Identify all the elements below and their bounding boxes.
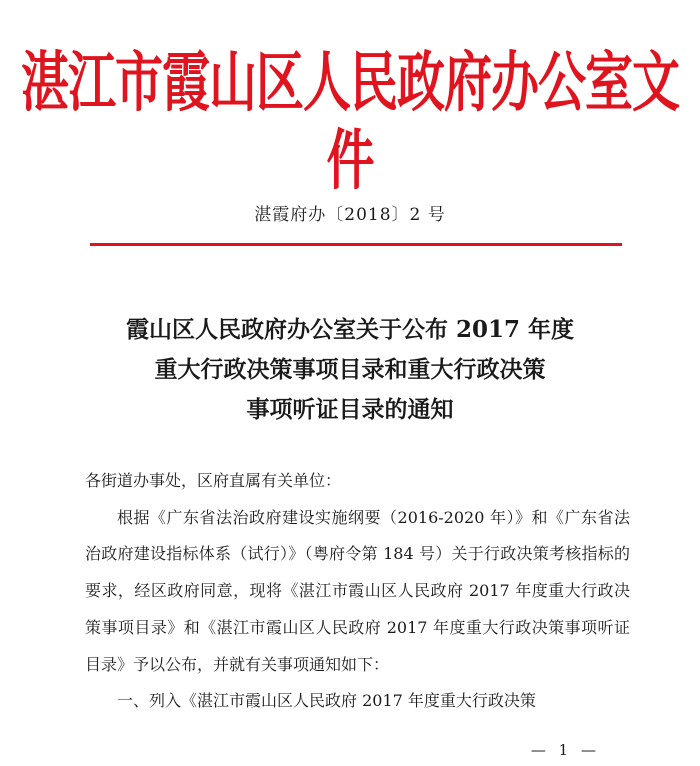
title-line-1: 霞山区人民政府办公室关于公布 2017 年度	[125, 316, 575, 343]
body-paragraph-2: 一、列入《湛江市霞山区人民政府 2017 年度重大行政决策	[117, 691, 536, 711]
document-body	[85, 463, 630, 720]
page-number: — 1 —	[530, 741, 600, 759]
document-masthead: 湛江市霞山区人民政府办公室文件	[20, 45, 679, 199]
red-divider-line	[90, 243, 622, 246]
document-title	[0, 310, 700, 430]
salutation: 各街道办事处，区府直属有关单位：	[85, 471, 342, 490]
body-paragraph-1: 根据《广东省法治政府建设实施纲要（2016-2020 年）》和《广东省法治政府建设指标体系（试行）》（粤府令第 184 号）关于行政决策考核指标的要求，经区政府同意，现将《湛江市霞山区人民政府 2017 年度重大行政决策事项目录》和《湛江市霞山区人民政府 2017 年度重大行政决策事项听证目录》予以公布，并就有关事项通知如下：	[85, 507, 630, 674]
title-line-2: 重大行政决策事项目录和重大行政决策	[154, 356, 546, 383]
document-number: 湛霞府办〔2018〕2 号	[254, 205, 446, 225]
title-line-3: 事项听证目录的通知	[246, 396, 454, 423]
